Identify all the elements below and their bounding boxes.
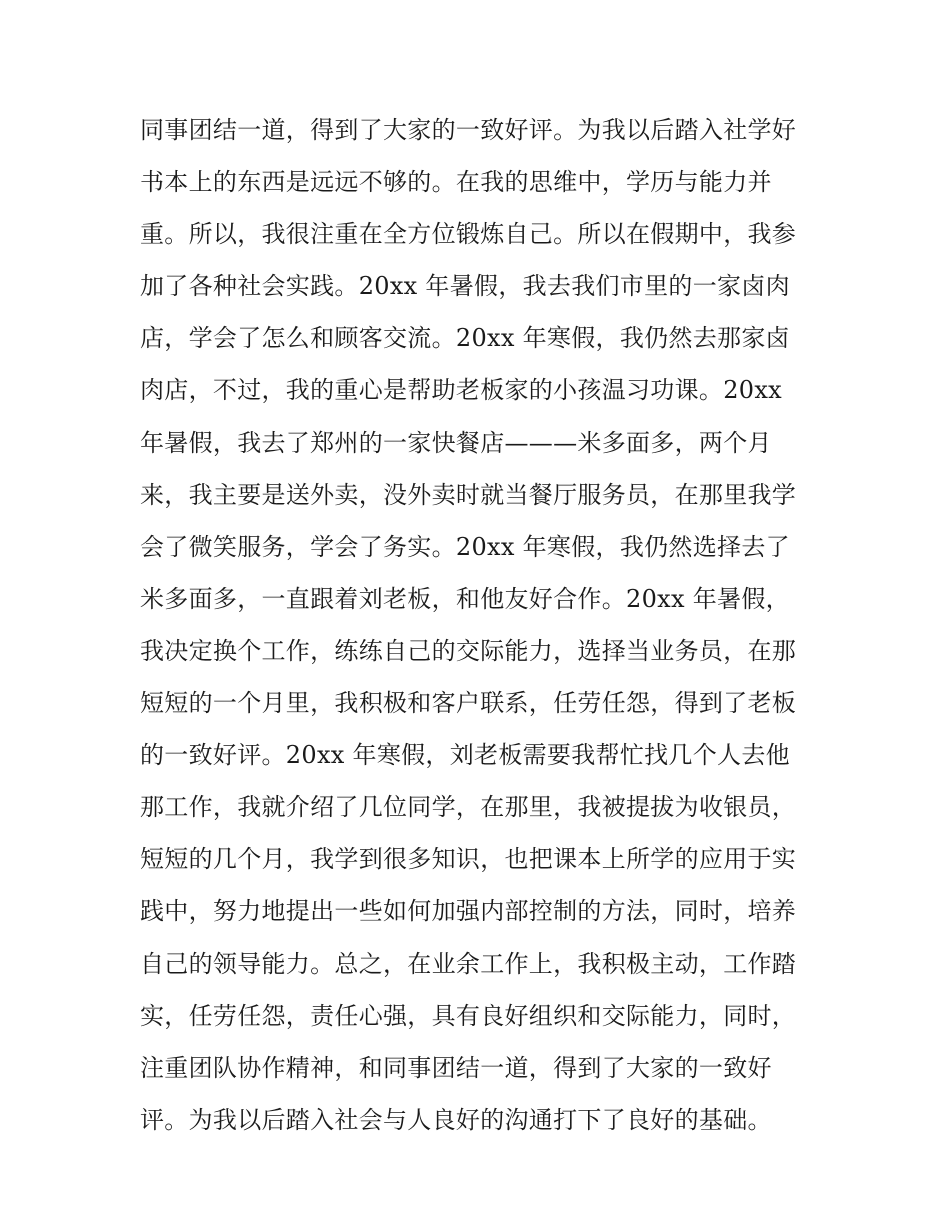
text-line-4: 加了各种社会实践。20xx 年暑假，我去我们市里的一家卤肉 xyxy=(140,272,790,301)
body-paragraph xyxy=(140,104,830,1146)
text-line-13: 的一致好评。20xx 年寒假，刘老板需要我帮忙找几个人去他 xyxy=(140,741,790,770)
text-line-8: 来，我主要是送外卖，没外卖时就当餐厅服务员，在那里我学 xyxy=(140,480,797,509)
text-line-9: 会了微笑服务，学会了务实。20xx 年寒假，我仍然选择去了 xyxy=(140,532,790,561)
text-line-11: 我决定换个工作，练练自己的交际能力，选择当业务员，在那 xyxy=(140,636,797,665)
text-line-2: 书本上的东西是远远不够的。在我的思维中，学历与能力并 xyxy=(140,168,772,197)
text-line-3: 重。所以，我很注重在全方位锻炼自己。所以在假期中，我参 xyxy=(140,220,797,249)
text-line-16: 践中，努力地提出一些如何加强内部控制的方法，同时，培养 xyxy=(140,897,797,926)
text-line-12: 短短的一个月里，我积极和客户联系，任劳任怨，得到了老板 xyxy=(140,689,797,718)
text-line-1: 同事团结一道，得到了大家的一致好评。为我以后踏入社学好 xyxy=(140,116,797,144)
text-line-17: 自己的领导能力。总之，在业余工作上，我积极主动，工作踏 xyxy=(140,949,797,978)
text-line-20: 评。为我以后踏入社会与人良好的沟通打下了良好的基础。 xyxy=(140,1105,772,1134)
text-line-14: 那工作，我就介绍了几位同学，在那里，我被提拔为收银员， xyxy=(140,793,797,822)
text-line-7: 年暑假，我去了郑州的一家快餐店———米多面多，两个月 xyxy=(140,428,772,457)
text-line-15: 短短的几个月，我学到很多知识，也把课本上所学的应用于实 xyxy=(140,845,797,874)
text-line-10: 米多面多，一直跟着刘老板，和他友好合作。20xx 年暑假， xyxy=(140,584,790,613)
text-line-6: 肉店，不过，我的重心是帮助老板家的小孩温习功课。20xx xyxy=(140,376,783,405)
text-line-19: 注重团队协作精神，和同事团结一道，得到了大家的一致好 xyxy=(140,1053,772,1082)
text-line-18: 实，任劳任怨，责任心强，具有良好组织和交际能力，同时， xyxy=(140,1001,797,1030)
text-line-5: 店，学会了怎么和顾客交流。20xx 年寒假，我仍然去那家卤 xyxy=(140,324,790,353)
